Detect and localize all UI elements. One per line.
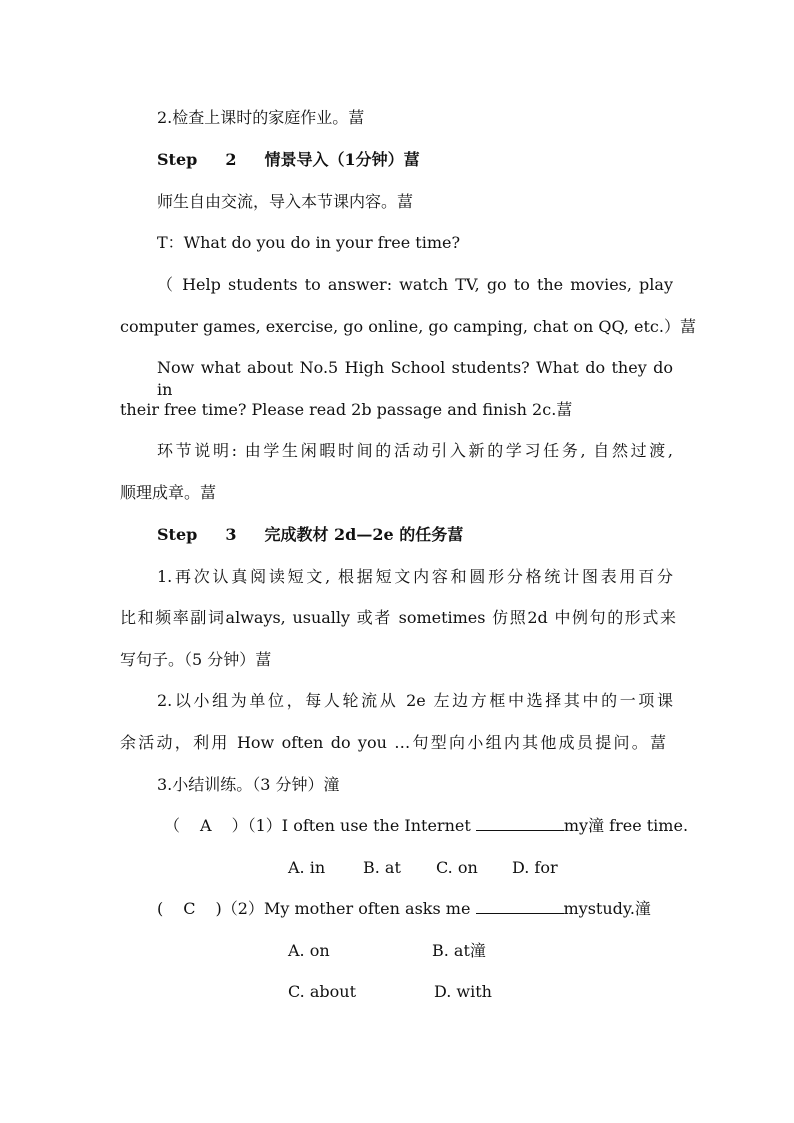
q1-answer: A	[200, 816, 212, 835]
teacher-question: T：What do you do in your free time?	[157, 233, 461, 252]
note-line-1: 环节说明: 由学生闲暇时间的活动引入新的学习任务, 自然过渡,	[157, 441, 673, 460]
question-1-stem	[164, 815, 688, 837]
q2-answer: C	[183, 899, 196, 918]
task-2-line-1: 2.以小组为单位，每人轮流从 2e 左边方框中选择其中的一项课	[157, 691, 673, 710]
task-1-line-3: 写句子。（5 分钟）葍	[120, 650, 272, 669]
q2-bracket-close: )	[215, 899, 222, 918]
q2-option-c: C. about	[288, 982, 356, 1001]
q2-option-a: A. on	[288, 941, 330, 960]
question-line-1: Now what about No.5 High School students? What do they do in	[157, 358, 673, 399]
help-answer-line-1: （ Help students to answer: watch TV, go to the movies, play	[157, 275, 673, 294]
q2-stem-before: My mother often asks me	[263, 899, 476, 918]
q1-number: （1）	[247, 816, 282, 835]
note-line-2: 顺理成章。葍	[120, 483, 217, 502]
question-2-stem	[157, 898, 651, 920]
q2-number: （2）	[221, 899, 264, 918]
q1-stem-before: I often use the Internet	[281, 816, 476, 835]
q1-option-d: D. for	[512, 858, 558, 877]
step-3-heading	[157, 524, 463, 546]
summary-line: 3.小结训练。（3 分钟）潼	[157, 775, 340, 794]
step-2-heading	[157, 149, 420, 171]
q2-option-b: B. at潼	[432, 941, 486, 960]
step-2-number: 2	[225, 150, 237, 169]
homework-check-line: 2.检查上课时的家庭作业。葍	[157, 108, 365, 127]
q2-option-d: D. with	[434, 982, 492, 1001]
task-1-line-1: 1.再次认真阅读短文, 根据短文内容和圆形分格统计图表用百分	[157, 567, 673, 586]
intro-line: 师生自由交流，导入本节课内容。葍	[157, 192, 414, 211]
q1-option-b: B. at	[363, 858, 401, 877]
step-2-label: Step	[157, 150, 198, 169]
step-2-title: 情景导入（1分钟）葍	[264, 150, 420, 169]
step-3-number: 3	[225, 525, 237, 544]
q2-stem-after: mystudy.潼	[563, 899, 651, 918]
help-answer-line-2: computer games, exercise, go online, go camping, chat on QQ, etc.）葍	[120, 317, 696, 336]
q2-bracket-open: (	[157, 899, 164, 918]
step-3-title: 完成教材 2d—2e 的任务葍	[264, 525, 464, 544]
q1-bracket-open: （	[164, 816, 181, 835]
q2-blank	[476, 898, 564, 914]
q1-option-c: C. on	[436, 858, 478, 877]
step-3-label: Step	[157, 525, 198, 544]
task-2-line-2: 余活动，利用 How often do you …句型向小组内其他成员提问。葍	[120, 733, 666, 752]
q1-blank	[476, 815, 564, 831]
q1-stem-after: my潼 free time.	[563, 816, 689, 835]
q1-bracket-close: ）	[231, 816, 248, 835]
question-line-2: their free time? Please read 2b passage and finish 2c.葍	[120, 400, 573, 419]
task-1-line-2: 比和频率副词always, usually 或者 sometimes 仿照2d 中例句的形式来	[120, 608, 676, 627]
q1-option-a: A. in	[288, 858, 326, 877]
